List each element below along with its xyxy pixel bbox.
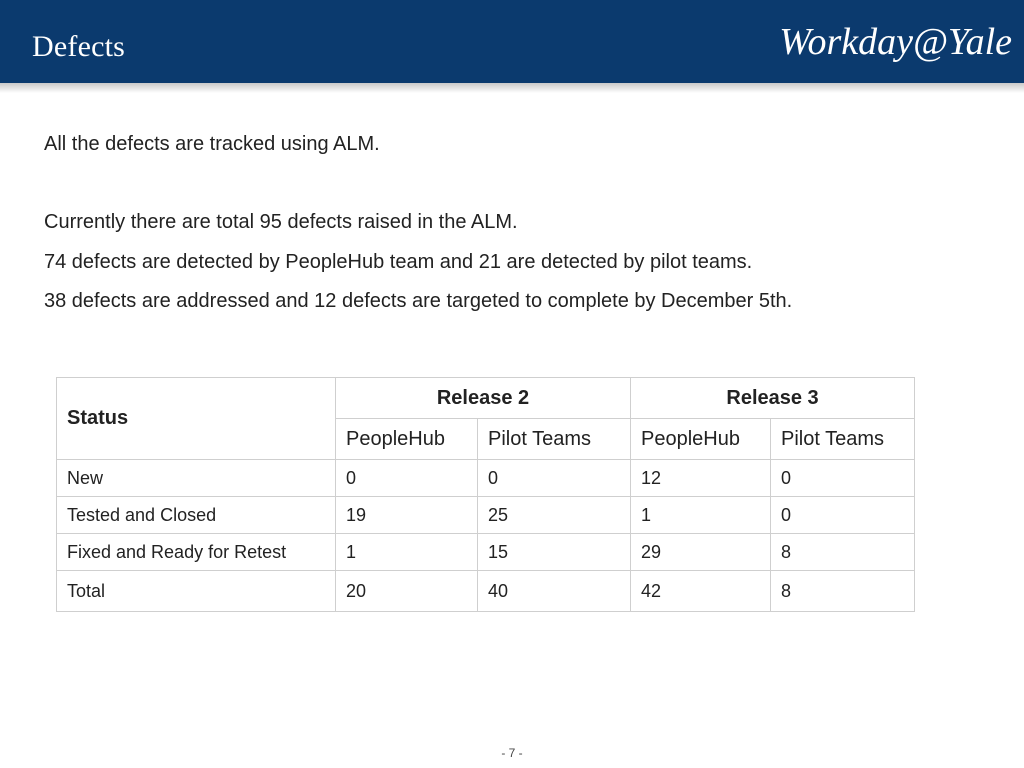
slide-header: [0, 0, 1024, 83]
value-cell: 0: [478, 460, 631, 497]
value-cell: 12: [631, 460, 771, 497]
table-row: [57, 460, 915, 497]
value-cell: 25: [478, 497, 631, 534]
r3-pilot-teams-header: Pilot Teams: [771, 419, 915, 460]
value-cell: 40: [478, 571, 631, 612]
value-cell: 1: [336, 534, 478, 571]
status-cell: New: [57, 460, 336, 497]
body-line-2: Currently there are total 95 defects raised in the ALM.: [44, 211, 518, 233]
brand-logo-text: Workday@Yale: [779, 21, 1012, 63]
status-cell: Tested and Closed: [57, 497, 336, 534]
table-row-total: [57, 571, 915, 612]
body-line-1: All the defects are tracked using ALM.: [44, 133, 380, 155]
status-cell: Total: [57, 571, 336, 612]
value-cell: 42: [631, 571, 771, 612]
value-cell: 1: [631, 497, 771, 534]
r3-peoplehub-header: PeopleHub: [631, 419, 771, 460]
r2-peoplehub-header: PeopleHub: [336, 419, 478, 460]
body-line-4: 38 defects are addressed and 12 defects are targeted to complete by December 5th.: [44, 290, 793, 312]
body-line-3: 74 defects are detected by PeopleHub team and 21 are detected by pilot teams.: [44, 251, 753, 273]
value-cell: 8: [771, 534, 915, 571]
defects-table: [56, 377, 915, 612]
value-cell: 8: [771, 571, 915, 612]
release-3-header: Release 3: [631, 378, 915, 419]
value-cell: 20: [336, 571, 478, 612]
release-2-header: Release 2: [336, 378, 631, 419]
value-cell: 19: [336, 497, 478, 534]
slide-title: Defects: [32, 30, 126, 63]
value-cell: 0: [336, 460, 478, 497]
table-row: [57, 497, 915, 534]
page-number: - 7 -: [501, 746, 523, 760]
value-cell: 29: [631, 534, 771, 571]
status-cell: Fixed and Ready for Retest: [57, 534, 336, 571]
table-header-row: [57, 378, 915, 419]
value-cell: 0: [771, 460, 915, 497]
value-cell: 15: [478, 534, 631, 571]
header-divider: [0, 83, 1024, 93]
r2-pilot-teams-header: Pilot Teams: [478, 419, 631, 460]
status-column-header: Status: [57, 378, 336, 460]
value-cell: 0: [771, 497, 915, 534]
table-row: [57, 534, 915, 571]
